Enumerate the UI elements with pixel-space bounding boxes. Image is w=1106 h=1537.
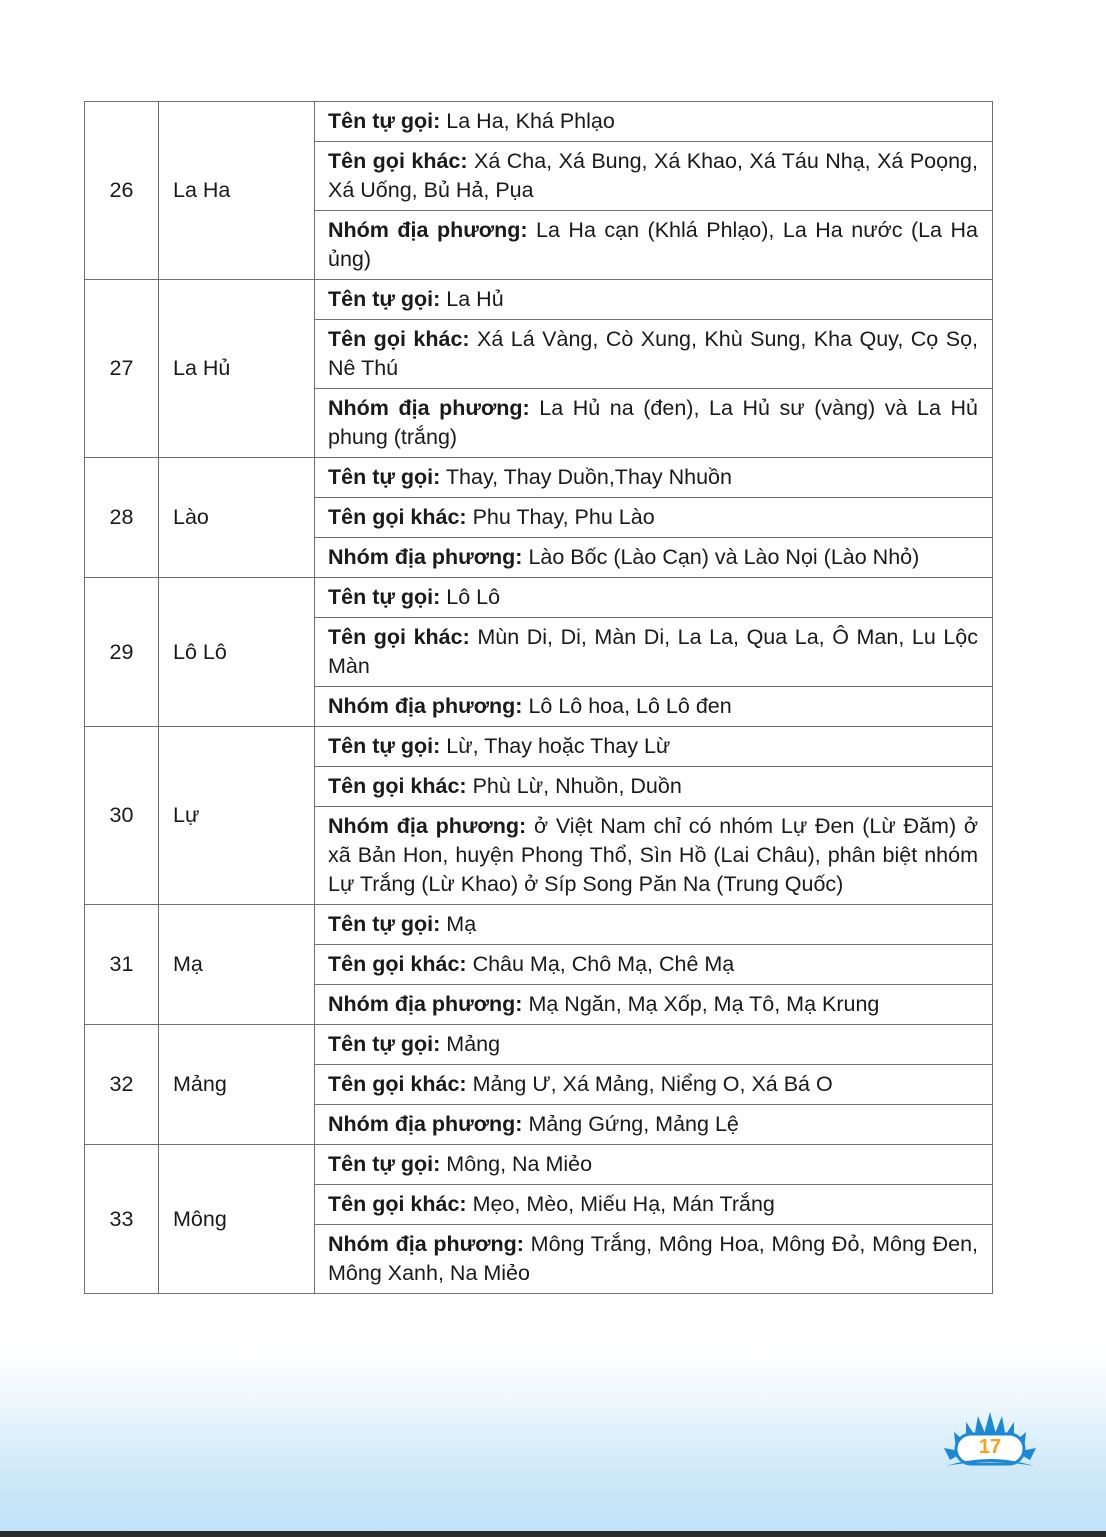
self-name-cell bbox=[315, 1025, 993, 1065]
other-name-cell bbox=[315, 1065, 993, 1105]
other-name-value: Mẹo, Mèo, Miếu Hạ, Mán Trắng bbox=[472, 1192, 775, 1216]
ethnic-name: Mảng bbox=[159, 1025, 315, 1145]
local-group-value: Mông Trắng, Mông Hoa, Mông Đỏ, Mông Đen, Mông Xanh, Na Miẻo bbox=[328, 1232, 979, 1285]
self-name-label: Tên tự gọi: bbox=[328, 912, 441, 936]
other-name-label: Tên gọi khác: bbox=[328, 625, 470, 649]
local-group-label: Nhóm địa phương: bbox=[328, 694, 523, 718]
other-name-cell bbox=[315, 767, 993, 807]
ethnic-name: La Ha bbox=[159, 102, 315, 280]
self-name-cell bbox=[315, 727, 993, 767]
table-row bbox=[85, 1025, 993, 1065]
local-group-value: Mạ Ngăn, Mạ Xốp, Mạ Tô, Mạ Krung bbox=[528, 992, 880, 1016]
local-group-cell bbox=[315, 807, 993, 905]
self-name-value: Lừ, Thay hoặc Thay Lừ bbox=[446, 734, 671, 758]
other-name-cell bbox=[315, 498, 993, 538]
ethnic-number: 26 bbox=[85, 102, 159, 280]
table-body bbox=[85, 102, 993, 1294]
ethnic-name: Lô Lô bbox=[159, 578, 315, 727]
self-name-cell bbox=[315, 905, 993, 945]
other-name-label: Tên gọi khác: bbox=[328, 505, 467, 529]
self-name-label: Tên tự gọi: bbox=[328, 1032, 441, 1056]
other-name-cell bbox=[315, 1185, 993, 1225]
ethnic-number: 32 bbox=[85, 1025, 159, 1145]
local-group-value: Lào Bốc (Lào Cạn) và Lào Nọi (Lào Nhỏ) bbox=[528, 545, 920, 569]
local-group-cell bbox=[315, 985, 993, 1025]
other-name-label: Tên gọi khác: bbox=[328, 1072, 467, 1096]
local-group-value: Mảng Gứng, Mảng Lệ bbox=[528, 1112, 739, 1136]
other-name-label: Tên gọi khác: bbox=[328, 149, 468, 173]
self-name-cell bbox=[315, 578, 993, 618]
local-group-value: La Hủ na (đen), La Hủ sư (vàng) và La Hủ phung (trắng) bbox=[328, 396, 978, 449]
self-name-value: Lô Lô bbox=[446, 585, 501, 609]
other-name-label: Tên gọi khác: bbox=[328, 1192, 467, 1216]
local-group-cell bbox=[315, 687, 993, 727]
self-name-cell bbox=[315, 102, 993, 142]
ethnic-groups-table bbox=[84, 101, 993, 1294]
table-row bbox=[85, 727, 993, 767]
other-name-value: Mảng Ư, Xá Mảng, Niểng O, Xá Bá O bbox=[472, 1072, 833, 1096]
table-row bbox=[85, 280, 993, 320]
local-group-label: Nhóm địa phương: bbox=[328, 218, 528, 242]
local-group-cell bbox=[315, 538, 993, 578]
table-row bbox=[85, 458, 993, 498]
local-group-label: Nhóm địa phương: bbox=[328, 992, 523, 1016]
table-row bbox=[85, 1145, 993, 1185]
self-name-value: Mảng bbox=[446, 1032, 501, 1056]
ethnic-number: 27 bbox=[85, 280, 159, 458]
other-name-value: Xá Lá Vàng, Cò Xung, Khù Sung, Kha Quy, Cọ Sọ, Nê Thú bbox=[328, 327, 978, 380]
other-name-value: Xá Cha, Xá Bung, Xá Khao, Xá Táu Nhạ, Xá Poọng, Xá Uống, Bủ Hả, Pụa bbox=[328, 149, 978, 202]
ethnic-number: 28 bbox=[85, 458, 159, 578]
other-name-value: Châu Mạ, Chô Mạ, Chê Mạ bbox=[472, 952, 735, 976]
other-name-cell bbox=[315, 945, 993, 985]
other-name-label: Tên gọi khác: bbox=[328, 952, 467, 976]
page-number-badge bbox=[942, 1408, 1038, 1474]
self-name-cell bbox=[315, 280, 993, 320]
table-row bbox=[85, 578, 993, 618]
self-name-label: Tên tự gọi: bbox=[328, 109, 441, 133]
self-name-cell bbox=[315, 458, 993, 498]
ethnic-name: La Hủ bbox=[159, 280, 315, 458]
self-name-value: Mạ bbox=[446, 912, 477, 936]
other-name-label: Tên gọi khác: bbox=[328, 327, 470, 351]
self-name-value: Thay, Thay Duồn,Thay Nhuồn bbox=[445, 465, 732, 489]
self-name-label: Tên tự gọi: bbox=[328, 1152, 441, 1176]
local-group-value: ở Việt Nam chỉ có nhóm Lự Đen (Lừ Đăm) ở xã Bản Hon, huyện Phong Thổ, Sìn Hồ (Lai Châu), phân biệt nhóm Lự Trắng (Lừ Khao) ở Síp Song Păn Na (Trung Quốc) bbox=[328, 814, 979, 896]
local-group-label: Nhóm địa phương: bbox=[328, 814, 527, 838]
other-name-cell bbox=[315, 618, 993, 687]
local-group-value: La Ha cạn (Khlá Phlạo), La Ha nước (La Ha ủng) bbox=[328, 218, 978, 271]
local-group-label: Nhóm địa phương: bbox=[328, 396, 530, 420]
ethnic-number: 31 bbox=[85, 905, 159, 1025]
self-name-label: Tên tự gọi: bbox=[328, 465, 441, 489]
self-name-label: Tên tự gọi: bbox=[328, 734, 441, 758]
ethnic-name: Mạ bbox=[159, 905, 315, 1025]
local-group-label: Nhóm địa phương: bbox=[328, 545, 523, 569]
self-name-label: Tên tự gọi: bbox=[328, 585, 441, 609]
ethnic-number: 29 bbox=[85, 578, 159, 727]
self-name-value: La Ha, Khá Phlạo bbox=[446, 109, 615, 133]
ethnic-number: 30 bbox=[85, 727, 159, 905]
self-name-value: Mông, Na Miẻo bbox=[446, 1152, 593, 1176]
local-group-cell bbox=[315, 211, 993, 280]
ethnic-name: Lự bbox=[159, 727, 315, 905]
ethnic-number: 33 bbox=[85, 1145, 159, 1294]
ethnic-name: Lào bbox=[159, 458, 315, 578]
local-group-cell bbox=[315, 1225, 993, 1294]
other-name-cell bbox=[315, 320, 993, 389]
local-group-value: Lô Lô hoa, Lô Lô đen bbox=[528, 694, 732, 718]
other-name-value: Phù Lừ, Nhuồn, Duồn bbox=[472, 774, 682, 798]
local-group-cell bbox=[315, 1105, 993, 1145]
bottom-edge-bar bbox=[0, 1531, 1106, 1537]
self-name-label: Tên tự gọi: bbox=[328, 287, 441, 311]
other-name-cell bbox=[315, 142, 993, 211]
local-group-cell bbox=[315, 389, 993, 458]
self-name-value: La Hủ bbox=[446, 287, 504, 311]
page-number: 17 bbox=[978, 1436, 1002, 1458]
other-name-value: Phu Thay, Phu Lào bbox=[472, 505, 655, 529]
table-row bbox=[85, 905, 993, 945]
other-name-value: Mùn Di, Di, Màn Di, La La, Qua La, Ô Man, Lu Lộc Màn bbox=[328, 625, 979, 678]
self-name-cell bbox=[315, 1145, 993, 1185]
ethnic-name: Mông bbox=[159, 1145, 315, 1294]
local-group-label: Nhóm địa phương: bbox=[328, 1232, 524, 1256]
local-group-label: Nhóm địa phương: bbox=[328, 1112, 523, 1136]
other-name-label: Tên gọi khác: bbox=[328, 774, 467, 798]
table-row bbox=[85, 102, 993, 142]
